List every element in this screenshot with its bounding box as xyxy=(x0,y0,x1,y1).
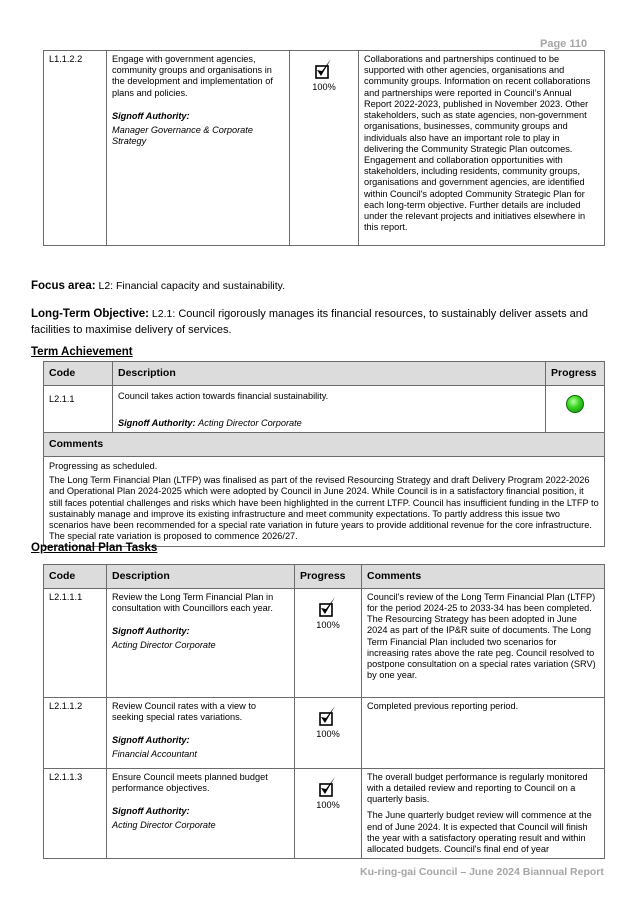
progress-percent: 100% xyxy=(316,728,340,739)
task-code: L2.1.1.1 xyxy=(44,588,107,697)
signoff-value: Acting Director Corporate xyxy=(112,820,216,831)
focus-area xyxy=(31,280,285,292)
checkmark-icon xyxy=(314,57,334,81)
table-header-row xyxy=(44,362,605,386)
comments-header-row xyxy=(44,433,605,457)
task-progress xyxy=(295,768,362,859)
term-progress xyxy=(546,385,605,432)
progress-percent: 100% xyxy=(312,82,336,92)
signoff-label: Signoff Authority: xyxy=(118,418,196,429)
operational-plan-heading: Operational Plan Tasks xyxy=(31,542,158,554)
signoff-value: Financial Accountant xyxy=(112,749,197,760)
task-code: L2.1.1.2 xyxy=(44,697,107,768)
task-description-text: Ensure Council meets planned budget performance objectives. xyxy=(112,771,268,794)
checkmark-icon xyxy=(318,775,338,799)
task-description xyxy=(107,51,290,246)
table-row xyxy=(44,588,605,697)
task-description-text: Review the Long Term Financial Plan in consultation with Councillors each year. xyxy=(112,591,274,614)
comments-heading: Comments xyxy=(44,433,605,457)
col-code: Code xyxy=(44,565,107,589)
signoff-label: Signoff Authority: xyxy=(112,626,190,637)
task-progress xyxy=(290,51,359,246)
term-comments xyxy=(44,457,605,547)
task-description xyxy=(107,588,295,697)
task-comments: Collaborations and partnerships continued to be supported with other agencies, organisations and community groups. Information on recent collaborations and partnerships were reported in Council’s Annual Report 2022-2023, published in November 2023. Other stakeholders, such as state agencies, non-government organisations, businesses, community groups and individuals also have an important role to play in delivering the Community Strategic Plan outcomes. Engagement and collaboration opportunities with stakeholders, including residents, community groups, organisations and government agencies, are identified within Council's adopted Community Strategic Plan for each long-term objective. Further details are included under the relevant projects and initiatives elsewhere in this report. xyxy=(359,51,605,246)
table-row xyxy=(44,697,605,768)
task-progress xyxy=(295,697,362,768)
page-number: Page 110 xyxy=(540,38,588,50)
focus-label: Focus area: xyxy=(31,280,96,292)
signoff-value: Acting Director Corporate xyxy=(112,640,216,651)
col-description: Description xyxy=(113,362,546,386)
comment-paragraph: The June quarterly budget review will commence at the end of June 2024. It is expected that Council will finish the year with a satisfactory operating result and within allocated budgets. Council's final end of year xyxy=(367,810,592,855)
table-row xyxy=(44,385,605,432)
term-achievement-table xyxy=(43,361,605,547)
table-row xyxy=(44,51,605,246)
operational-tasks-table xyxy=(43,564,605,859)
task-code: L1.1.2.2 xyxy=(44,51,107,246)
objective-code: L2.1: xyxy=(151,308,176,320)
comment-paragraph: Completed previous reporting period. xyxy=(367,700,519,711)
term-achievement-heading: Term Achievement xyxy=(31,346,133,358)
term-description-text: Council takes action towards financial sustainability. xyxy=(118,390,329,401)
comment-paragraph: The overall budget performance is regularly monitored with a detailed review and reporting to Council on a quarterly basis. xyxy=(367,771,588,805)
signoff-label: Signoff Authority: xyxy=(112,806,190,817)
signoff-label: Signoff Authority: xyxy=(112,110,190,121)
objective-text: Council rigorously manages its financial resources, to sustainably deliver assets and facilities to maximise delivery of services. xyxy=(31,308,588,336)
signoff-label: Signoff Authority: xyxy=(112,735,190,746)
task-description xyxy=(107,768,295,859)
top-task-table xyxy=(43,50,605,246)
signoff-value: Acting Director Corporate xyxy=(198,418,302,429)
col-description: Description xyxy=(107,565,295,589)
signoff-value: Manager Governance & Corporate Strategy xyxy=(112,125,253,147)
term-description xyxy=(113,385,546,432)
comment-paragraph: Council's review of the Long Term Financial Plan (LTFP) for the period 2024-25 to 2033-34 has been completed. The Resourcing Strategy has been adopted in June 2024 as part of the IP&R suite of documents. The Long Term Financial Plan included two scenarios for increasing rates above the rate peg. Council resolved to postpone consultation on a special rates variation (SRV) by one year. xyxy=(367,591,596,681)
term-signoff xyxy=(118,418,540,429)
task-code: L2.1.1.3 xyxy=(44,768,107,859)
comment-body: The Long Term Financial Plan (LTFP) was finalised as part of the revised Resourcing Strategy and draft Delivery Program 2022-2026 and Operational Plan 2024-2025 which were adopted by Council in June 2024. While Council is in a satisfactory financial position, it still faces potential challenges and risks which have been highlighted in the current LTFP. Council has insufficient funding in the LTFP to sustainably manage and improve its existing infrastructure and meet community expectations. To partly address this issue two scenarios have been recommended for a special rate variation in future years to provide additional revenue for the core infrastructure. The special rate variation is proposed to commence 2026/27. xyxy=(49,475,599,542)
comment-status: Progressing as scheduled. xyxy=(49,461,158,472)
term-code: L2.1.1 xyxy=(44,385,113,432)
progress-percent: 100% xyxy=(316,799,340,810)
checkmark-icon xyxy=(318,595,338,619)
task-description-text: Engage with government agencies, community groups and organisations in the development and implementation of plans and policies. xyxy=(112,54,273,98)
table-header-row xyxy=(44,565,605,589)
task-progress xyxy=(295,588,362,697)
task-comments xyxy=(362,697,605,768)
col-code: Code xyxy=(44,362,113,386)
task-comments xyxy=(362,588,605,697)
focus-text: L2: Financial capacity and sustainability. xyxy=(98,280,286,292)
table-row xyxy=(44,768,605,859)
status-indicator xyxy=(566,395,584,413)
objective-label: Long-Term Objective: xyxy=(31,308,149,320)
col-comments: Comments xyxy=(362,565,605,589)
long-term-objective xyxy=(31,306,591,339)
comments-row xyxy=(44,457,605,547)
task-comments xyxy=(362,768,605,859)
task-description-text: Review Council rates with a view to seeking special rates variations. xyxy=(112,700,256,723)
task-description xyxy=(107,697,295,768)
col-progress: Progress xyxy=(295,565,362,589)
col-progress: Progress xyxy=(546,362,605,386)
footer: Ku-ring-gai Council – June 2024 Biannual Report xyxy=(360,866,604,878)
progress-percent: 100% xyxy=(316,619,340,630)
checkmark-icon xyxy=(318,704,338,728)
